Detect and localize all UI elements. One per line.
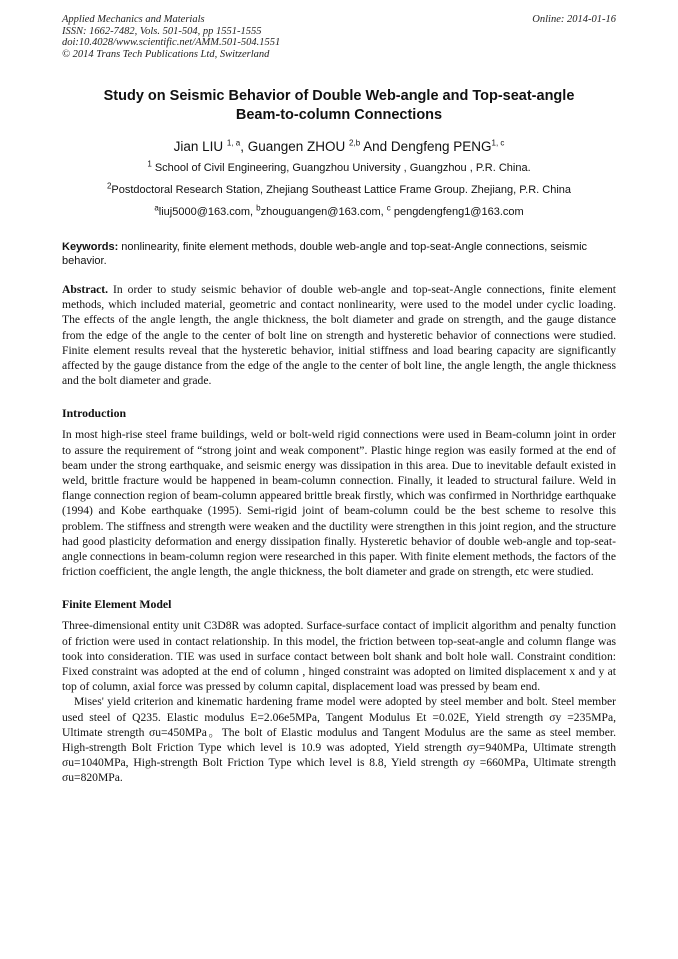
section-heading-finite-element-model: Finite Element Model <box>62 597 172 612</box>
keywords-text: nonlinearity, finite element methods, double web-angle and top-seat-Angle connections, seismic behavior. <box>62 241 588 267</box>
email-c: pengdengfeng1@163.com <box>390 206 524 218</box>
issn-line: ISSN: 1662-7482, Vols. 501-504, pp 1551-1555 <box>62 25 262 37</box>
email-b: zhouguangen@163.com, <box>260 206 387 218</box>
affiliation-1-sup: 1 <box>147 159 152 169</box>
affiliation-1-text: School of Civil Engineering, Guangzhou University , Guangzhou , P.R. China. <box>151 162 531 174</box>
author-3: And Dengfeng PENG <box>360 139 492 154</box>
email-a: liuj5000@163.com, <box>158 206 257 218</box>
fem-paragraph-1: Three-dimensional entity unit C3D8R was adopted. Surface-surface contact of implicit algorithm and penalty function of friction were used in contact relationship. In this model, the friction between top-seat-angle and column flange was took into consideration. TIE was used in surface contact between bolt shank and bolt hole wall. Constraint condition: Fixed constraint was adopted at the end of column , hinged constraint was adopted on limited displacement x and y at top of column, axial force was pressed by column capital, displacement load was pressed by beam end. <box>62 619 616 694</box>
copyright-line: © 2014 Trans Tech Publications Ltd, Switzerland <box>62 48 270 60</box>
fem-paragraph-2: Mises' yield criterion and kinematic hardening frame model were adopted by steel member and bolt. Steel member used steel of Q235. Elastic modulus E=2.06e5MPa, Tangent Modulus Et =0.02E, Yield strength σy =235MPa, Ultimate strength σu=450MPa。The bolt of Elastic modulus and Tangent Modulus are the same as steel member. High-strength Bolt Friction Type which level is 10.9 was adopted, Yield strength σy=940MPa, Ultimate strength σu=1040MPa, High-strength Bolt Friction Type which level is 8.8, Yield strength σy =660MPa, Ultimate strength σu=820MPa. <box>62 695 616 785</box>
journal-name: Applied Mechanics and Materials <box>62 14 205 25</box>
journal-header <box>62 14 616 60</box>
keywords <box>62 241 616 268</box>
title-line-1: Study on Seismic Behavior of Double Web-angle and Top-seat-angle <box>103 88 575 104</box>
author-3-sup: 1, c <box>491 138 505 148</box>
abstract-text: In order to study seismic behavior of double web-angle and top-seat-Angle connections, finite element methods, which included material, geometric and contact nonlinearity, were used to the model under cyclic loading. The effects of the angle length, the angle thickness, the bolt diameter and grade on strength, and the gauge distance from the edge of the angle to the center of bolt line on strength and hysteretic behavior of connections were studied. Finite element results reveal that the hysteretic behavior, initial stiffness and load bearing capacity are significantly affected by the gauge distance from the edge of the angle to the center of bolt line, the angle length, the angle thickness and the bolt diameter and grade. <box>62 283 616 388</box>
email-c-sup: c <box>386 203 391 213</box>
email-a-sup: a <box>154 203 159 213</box>
affiliation-2-text: Postdoctoral Research Station, Zhejiang Southeast Lattice Frame Group. Zhejiang, P.R. China <box>111 184 572 196</box>
author-1: Jian LIU <box>173 139 227 154</box>
email-b-sup: b <box>256 203 261 213</box>
author-1-sup: 1, a <box>226 138 241 148</box>
abstract <box>62 282 616 388</box>
online-date: Online: 2014-01-16 <box>532 14 616 25</box>
keywords-label: Keywords: <box>62 241 119 253</box>
email-line <box>62 203 616 219</box>
section-heading-introduction: Introduction <box>62 406 127 421</box>
affiliation-1 <box>62 159 616 175</box>
author-list <box>62 139 616 154</box>
introduction-paragraph: In most high-rise steel frame buildings, weld or bolt-weld rigid connections were used in Beam-column joint in order to assure the requirement of “strong joint and weak component”. Plastic hinge region was easily formed at the end of beam under the strong earthquake, and seismic energy was dissipation in this area. Due to inevitable default existed in weld, brittle fracture would be happened in beam-column connection. Finally, it leaded to structural failure. Weld in flange connection region of beam-column appeared brittle break firstly, which was confirmed in Northridge earthquake (1994) and Kobe earthquake (1995). Semi-rigid joint of beam-column could be the best scheme to resolve this problem. The stiffness and strength were weaken and the ductility were strengthen in this joint region, and the structure had good plasticity deformation and energy dissipation finally. Hysteretic behavior of double web-angle and top-seat-angle connections in beam-column region were researched in this paper. With finite element methods, the factors of the friction coefficient, the angle length, the angle thickness, the bolt diameter and grade on strength, etc were studied. <box>62 428 616 579</box>
author-2: , Guangen ZHOU <box>240 139 350 154</box>
paper-title <box>62 87 616 125</box>
title-line-2: Beam-to-column Connections <box>235 107 443 123</box>
abstract-label: Abstract. <box>62 283 109 296</box>
affiliation-2 <box>62 181 616 197</box>
author-2-sup: 2,b <box>349 138 361 148</box>
affiliation-2-sup: 2 <box>106 181 112 191</box>
doi-line: doi:10.4028/www.scientific.net/AMM.501-504.1551 <box>62 37 281 48</box>
